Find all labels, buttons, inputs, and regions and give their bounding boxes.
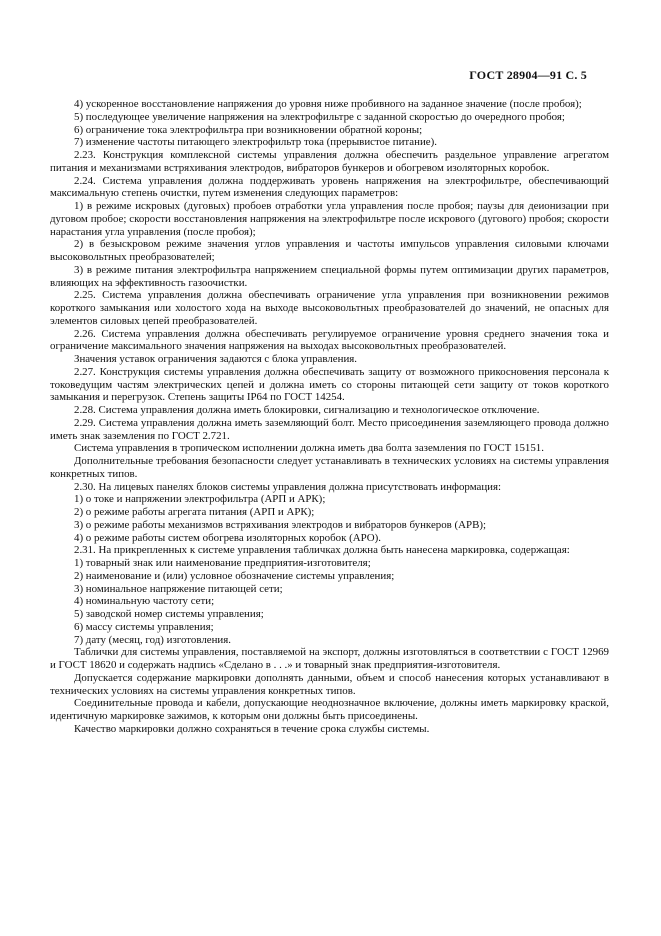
paragraph: 4) ускоренное восстановление напряжения до уровня ниже пробивного на заданное значение (после пробоя);	[74, 98, 582, 110]
paragraph: 1) в режиме искровых (дуговых) пробоев отработки угла управления после пробоя; паузы для деионизации при дуговом пробое; скорости восстановления напряжения на электрофильтре после искрового (дугового) пробоя; скорости нарастания угла управления (после пробоя);	[50, 200, 609, 238]
list-item: 1) товарный знак или наименование предприятия-изготовителя;	[74, 557, 371, 569]
paragraph: Таблички для системы управления, поставляемой на экспорт, должны изготовляться в соответствии с ГОСТ 12969 и ГОСТ 18620 и содержать надпись «Сделано в . . .» и товарный знак предприятия-изготовителя.	[50, 646, 609, 671]
list-item: 4) номинальную частоту сети;	[74, 595, 215, 608]
list-item: 2) о режиме работы агрегата питания (АРП и АРК);	[74, 506, 315, 518]
paragraph: Значения уставок ограничения задаются с блока управления.	[74, 353, 358, 365]
paragraph: 3) в режиме питания электрофильтра напряжением специальной формы путем оптимизации других параметров, влияющих на эффективность газоочистки.	[50, 263, 609, 289]
list-item: 7) дату (месяц, год) изготовления.	[74, 633, 231, 646]
paragraph: Система управления в тропическом исполнении должна иметь два болта заземления по ГОСТ 15151.	[74, 442, 544, 455]
paragraph: 6) ограничение тока электрофильтра при возникновении обратной короны;	[74, 123, 423, 136]
clause-2-23: 2.23. Конструкция комплексной системы управления должна обеспечить раздельное управление агрегатом питания и механизмами встряхивания электродов, вибраторов бункеров и обогревом изоляторных коробок.	[50, 149, 609, 174]
paragraph: Качество маркировки должно сохраняться в течение срока службы системы.	[74, 722, 430, 735]
clause-2-30: 2.30. На лицевых панелях блоков системы управления должна присутствовать информация:	[74, 480, 502, 493]
list-item: 4) о режиме работы систем обогрева изоляторных коробок (АРО).	[74, 531, 381, 544]
paragraph: Соединительные провода и кабели, допускающие неоднозначное включение, должны иметь маркировку краской, идентичную маркировке зажимов, к которым они должны быть присоединены.	[50, 697, 609, 722]
document-body	[50, 98, 609, 736]
paragraph: 7) изменение частоты питающего электрофильтр тока (прерывистое питание).	[74, 136, 437, 149]
clause-2-25: 2.25. Система управления должна обеспечивать ограничение угла управления при возникновении режимов короткого замыкания или холостого хода на выходе высоковольтных преобразователей до значений, не опасных для элементов силовых цепей преобразователей.	[50, 289, 609, 327]
paragraph: Допускается содержание маркировки дополнять данными, объем и способ нанесения которых устанавливают в технических условиях на системы управления конкретных типов.	[50, 671, 609, 697]
clause-2-24: 2.24. Система управления должна поддерживать уровень напряжения на электрофильтре, обеспечивающий максимальную степень очистки, путем изменения следующих параметров:	[50, 174, 609, 200]
list-item: 1) о токе и напряжении электрофильтра (АРП и АРК);	[74, 493, 326, 506]
list-item: 5) заводской номер системы управления;	[74, 608, 264, 620]
list-item: 3) о режиме работы механизмов встряхивания электродов и вибраторов бункеров (АРВ);	[74, 518, 487, 531]
list-item: 3) номинальное напряжение питающей сети;	[74, 582, 283, 595]
paragraph: 2) в безыскровом режиме значения углов управления и частоты импульсов управления силовыми ключами высоковольтных преобразователей;	[50, 238, 609, 263]
clause-2-26: 2.26. Система управления должна обеспечивать регулируемое ограничение уровня среднего значения тока и ограничение максимального значения напряжения на выходах высоковольтных преобразователей.	[50, 327, 609, 353]
list-item: 2) наименование и (или) условное обозначение системы управления;	[74, 569, 395, 582]
clause-2-31: 2.31. На прикрепленных к системе управления табличках должна быть нанесена маркировка, содержащая:	[74, 544, 570, 557]
clause-2-27: 2.27. Конструкция системы управления должна обеспечивать защиту от возможного прикосновения персонала к токоведущим частям электрических цепей и должна иметь со стороны питающей сети защиту от токов короткого замыкания и перегрузок. Степень защиты IP64 по ГОСТ 14254.	[50, 365, 609, 404]
paragraph: 5) последующее увеличение напряжения на электрофильтре с заданной скоростью до очередного пробоя;	[74, 110, 565, 123]
list-item: 6) массу системы управления;	[74, 620, 214, 633]
clause-2-28: 2.28. Система управления должна иметь блокировки, сигнализацию и технологическое отключение.	[74, 404, 540, 416]
paragraph: Дополнительные требования безопасности следует устанавливать в технических условиях на системы управления конкретных типов.	[50, 455, 609, 480]
clause-2-29: 2.29. Система управления должна иметь заземляющий болт. Место присоединения заземляющего провода должно иметь знак заземления по ГОСТ 2.721.	[50, 416, 609, 442]
page-header: ГОСТ 28904—91 С. 5	[469, 68, 587, 82]
